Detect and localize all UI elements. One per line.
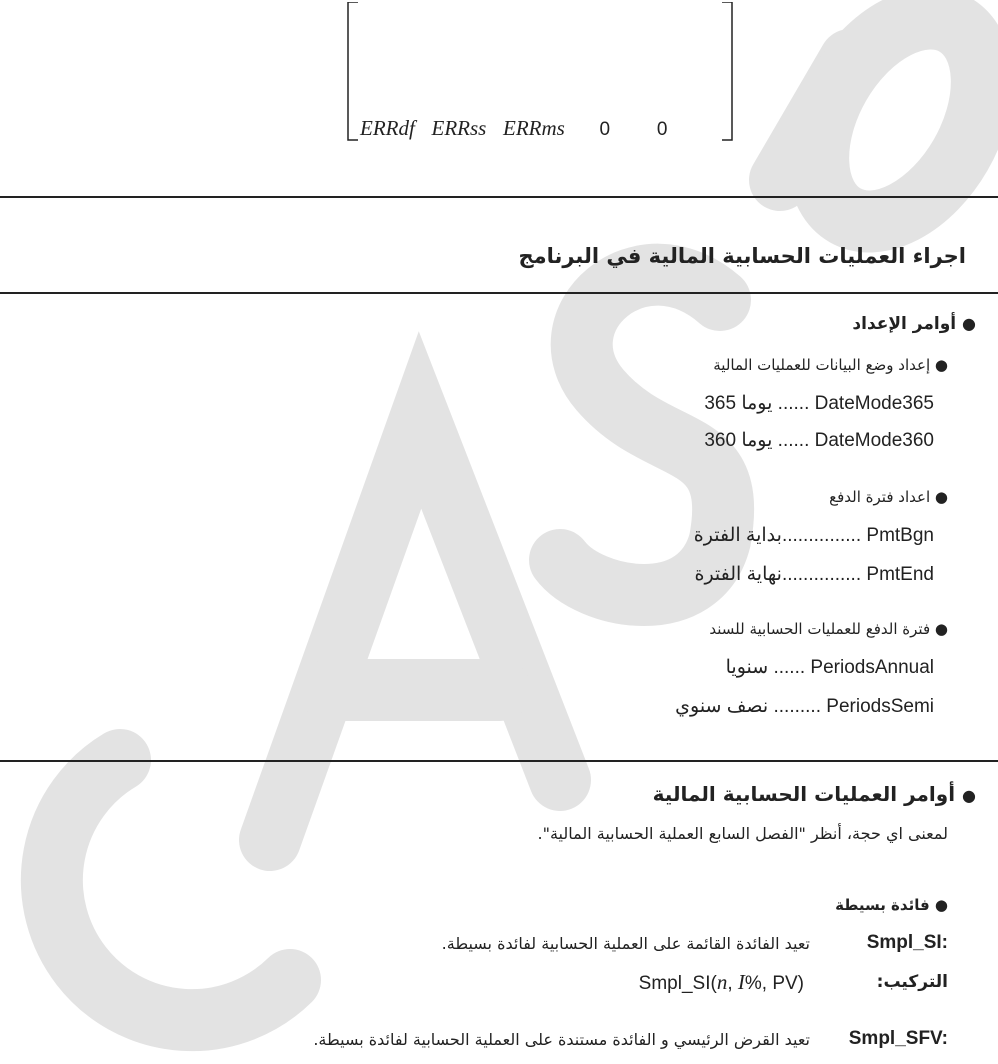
divider-2 [0,292,998,294]
bond-line-semi [675,695,934,718]
bullet-icon: ● [934,488,948,506]
line-command: DateMode365 [814,393,934,414]
bullet-icon: ● [934,356,948,374]
line-command: PeriodsSemi [826,696,934,717]
setup-commands-title: أوامر الإعداد [852,314,957,334]
setup-commands-heading [852,314,976,334]
bullet-icon: ● [962,314,976,333]
simple-interest-title: فائدة بسيطة [835,896,930,914]
syntax-n: n [716,970,728,994]
date-mode-title-row [713,356,948,374]
matrix-cell-zero-2: 0 [656,119,668,140]
line-desc: 360 يوما [704,430,773,451]
date-mode-line-360 [704,429,934,452]
matrix-cell-errms: ERRms [503,116,565,140]
date-mode-line-365 [704,392,934,415]
smpl-si-label: Smpl_SI: [866,932,948,953]
line-dots: ............... [781,564,867,585]
line-desc: سنويا [725,657,769,678]
financial-commands-heading [653,782,976,806]
bond-period-title-row [709,620,948,638]
syntax-comma: , [727,973,738,994]
line-dots: ......... [768,696,827,717]
page-title: اجراء العمليات الحسابية المالية في البرنامج [518,244,966,268]
matrix-row [360,116,667,141]
smpl-si-description: تعيد الفائدة القائمة على العملية الحسابية لفائدة بسيطة. [441,934,810,953]
financial-note: لمعنى اي حجة، أنظر "الفصل السابع العملية الحسابية المالية". [537,824,948,843]
payment-period-title-row [829,488,948,506]
financial-commands-title: أوامر العمليات الحسابية المالية [652,782,956,806]
syntax-expression [639,970,804,995]
syntax-prefix: Smpl_SI( [638,973,717,994]
line-dots: ...... [772,430,815,451]
smpl-sfv-label: Smpl_SFV: [848,1028,948,1049]
matrix-cell-errss: ERRss [431,116,487,140]
simple-interest-title-row [835,896,948,914]
line-dots: ...... [772,393,815,414]
date-mode-title: إعداد وضع البيانات للعمليات المالية [713,356,931,374]
smpl-sfv-description: تعيد القرض الرئيسي و الفائدة مستندة على العملية الحسابية لفائدة بسيطة. [313,1030,810,1049]
line-desc: نهاية الفترة [694,564,782,585]
bond-period-title: فترة الدفع للعمليات الحسابية للسند [709,620,931,638]
payment-line-begin [694,524,934,547]
line-dots: ...... [768,657,811,678]
payment-line-end [694,563,934,586]
payment-period-title: اعداد فترة الدفع [829,488,931,506]
bullet-icon: ● [934,620,948,638]
line-command: PeriodsAnnual [810,657,934,678]
line-desc: 365 يوما [704,393,773,414]
line-desc: نصف سنوي [675,696,769,717]
line-desc: بداية الفترة [693,525,782,546]
bullet-icon: ● [962,786,976,805]
bond-line-annual [726,656,934,679]
matrix-cell-errdf: ERRdf [360,116,415,140]
line-command: PmtEnd [866,564,934,585]
syntax-i: I [737,970,745,994]
syntax-label: التركيب: [876,972,948,992]
line-command: PmtBgn [866,525,934,546]
line-command: DateMode360 [814,430,934,451]
divider-top [0,196,998,198]
matrix-cell-zero-1: 0 [599,119,611,140]
bullet-icon: ● [934,896,948,914]
divider-3 [0,760,998,762]
line-dots: ............... [781,525,867,546]
syntax-rest: %, PV) [744,973,804,994]
